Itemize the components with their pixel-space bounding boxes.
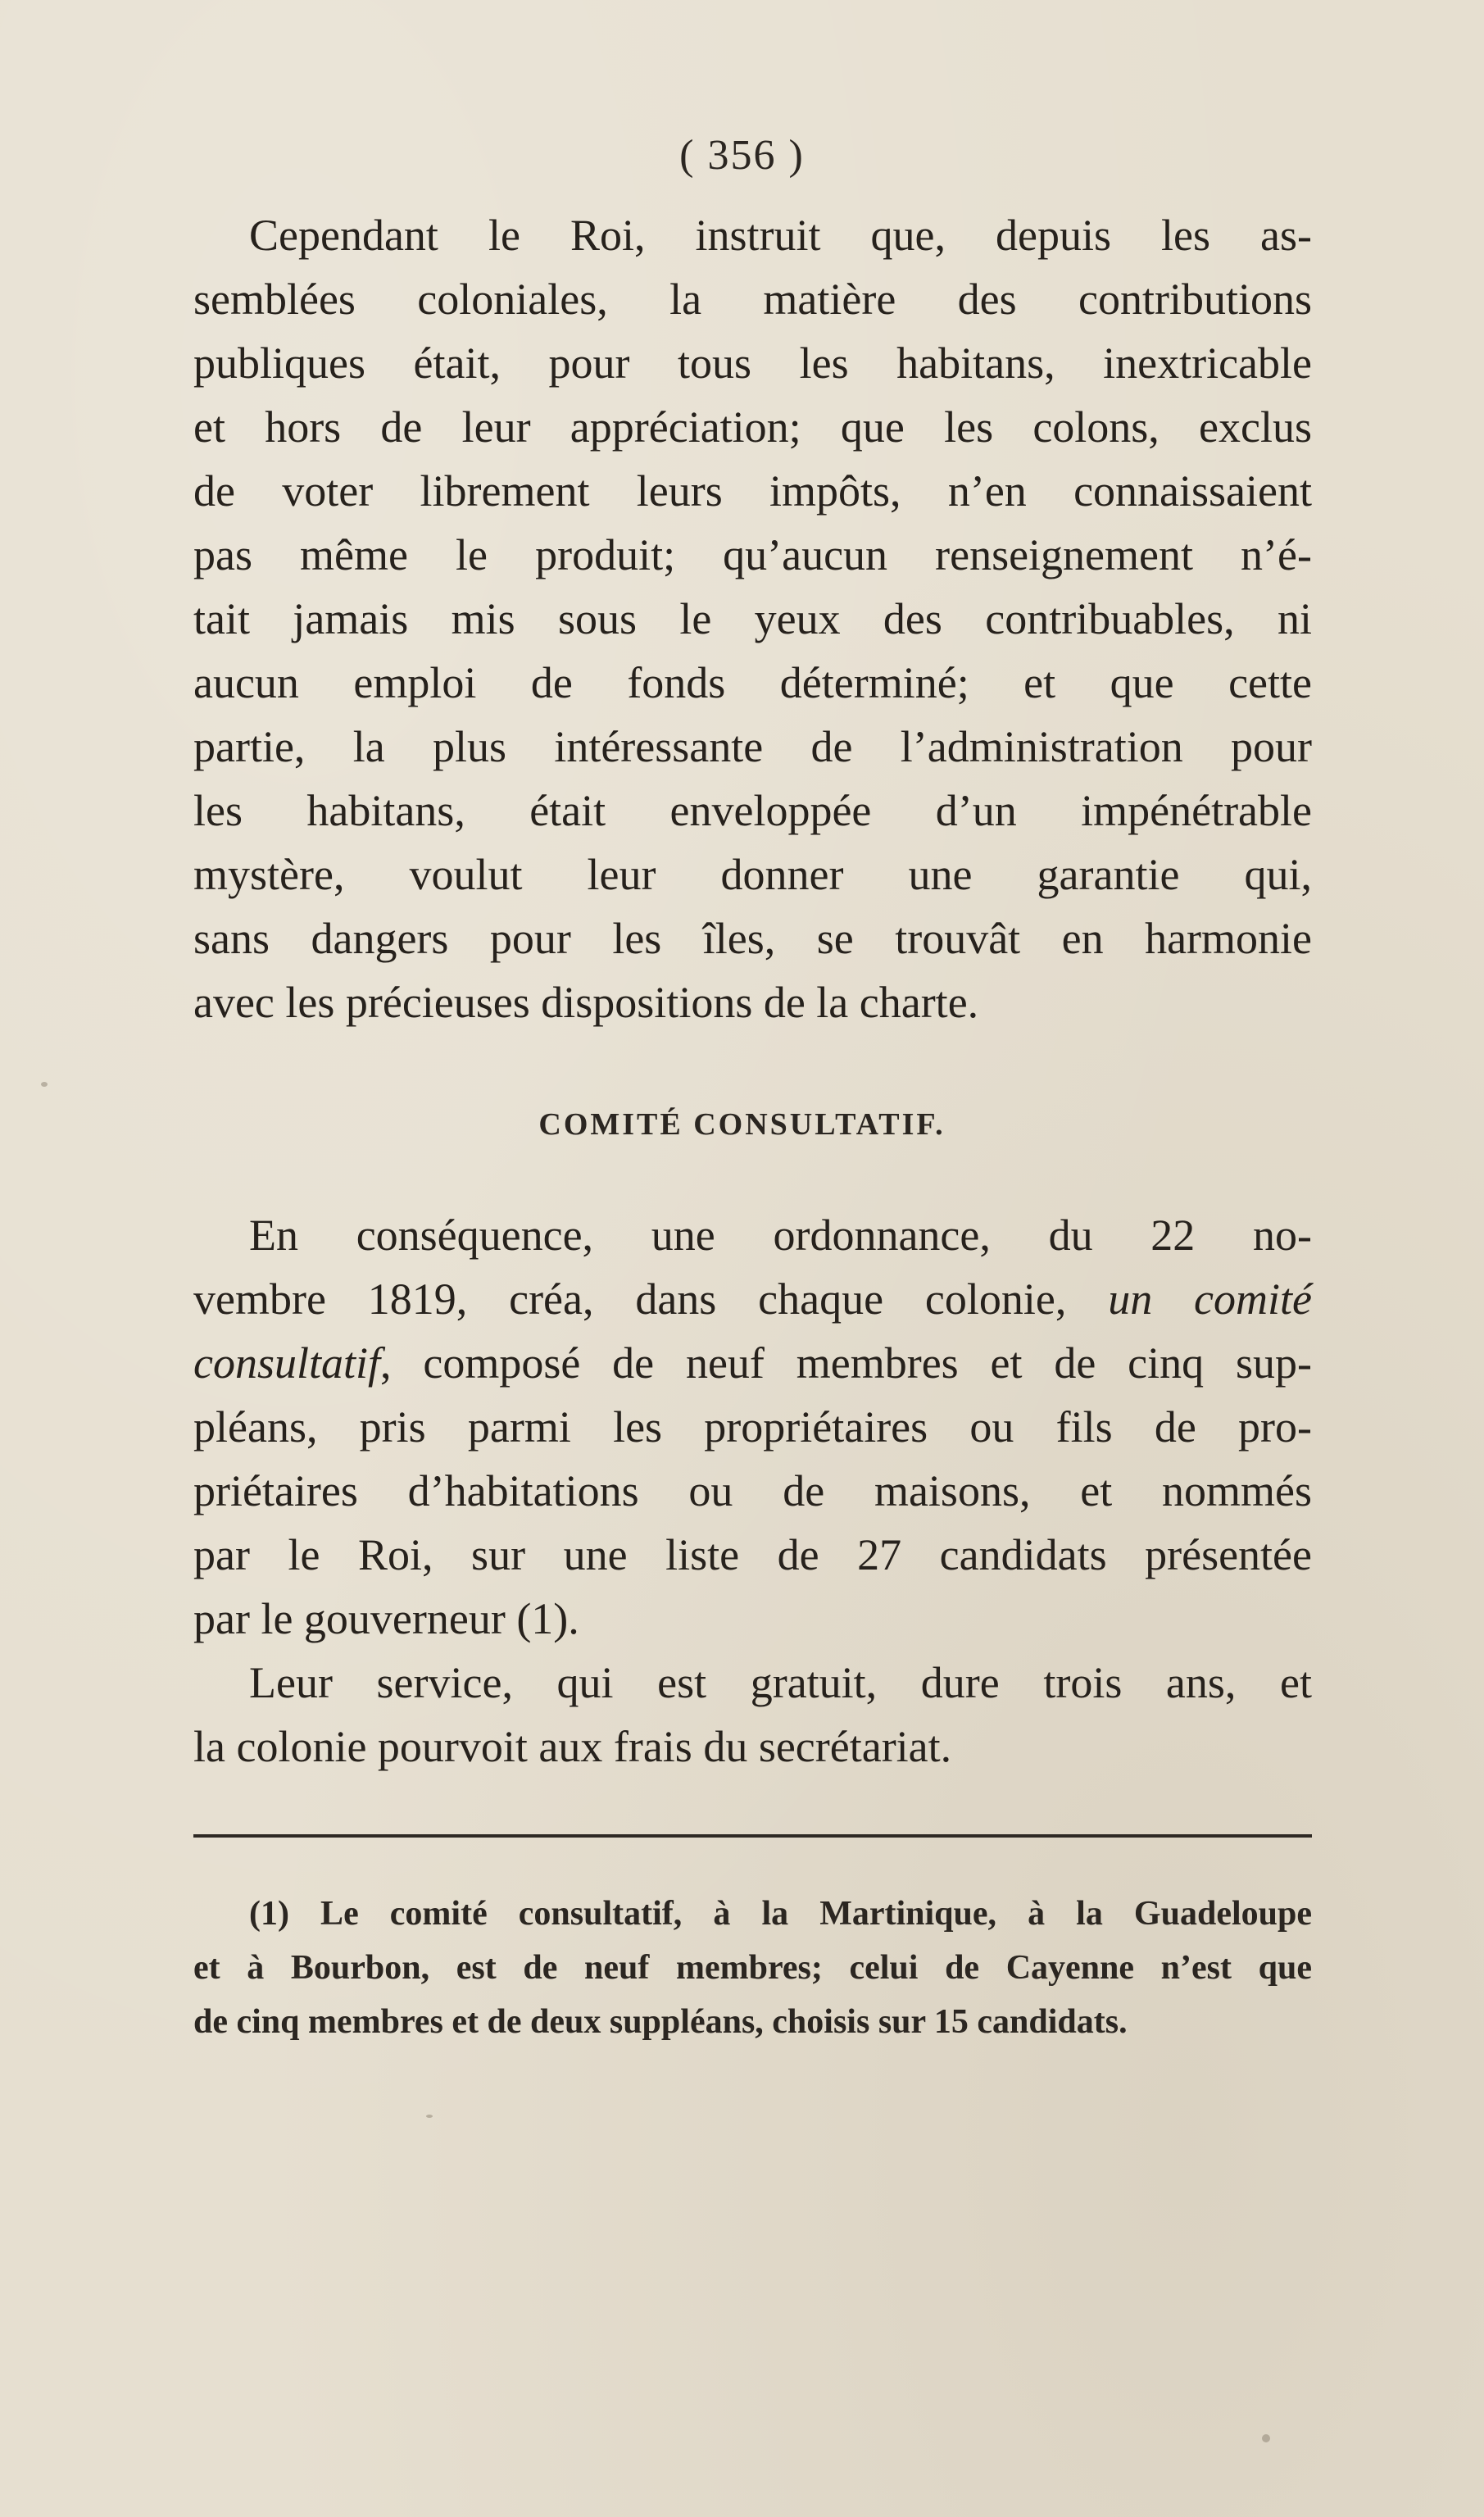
footnote-line: (1) Le comité consultatif, à la Martinique, à la Guadeloupe — [249, 1895, 1312, 1933]
text-line: semblées coloniales, la matière des contributions — [193, 275, 1312, 324]
section-heading: COMITÉ CONSULTATIF. — [538, 1107, 946, 1142]
paragraph-intro — [193, 203, 1312, 1034]
paper-speck — [426, 2115, 433, 2118]
paper-speck — [1262, 2434, 1270, 2442]
text-line: pas même le produit; qu’aucun renseignement n’é- — [193, 530, 1312, 579]
text-line — [193, 1267, 1312, 1331]
footnote-line: de cinq membres et de deux suppléans, choisis sur 15 candidats. — [193, 2003, 1128, 2041]
text-line: de voter librement leurs impôts, n’en connaissaient — [193, 466, 1312, 516]
text-line: la colonie pourvoit aux frais du secrétariat. — [193, 1722, 952, 1771]
text-line: pléans, pris parmi les propriétaires ou fils de pro- — [193, 1402, 1312, 1452]
text-line: par le gouverneur (1). — [193, 1594, 579, 1643]
text-line: Leur service, qui est gratuit, dure trois ans, et — [249, 1658, 1312, 1707]
text-line: publiques était, pour tous les habitans, inextricable — [193, 338, 1312, 388]
text-line: aucun emploi de fonds déterminé; et que cette — [193, 658, 1312, 707]
italic-term: un comité — [1108, 1274, 1312, 1324]
text-line: avec les précieuses dispositions de la charte. — [193, 978, 979, 1027]
text-line: sans dangers pour les îles, se trouvât en harmonie — [193, 914, 1312, 963]
text-segment: , composé de neuf membres et de cinq sup- — [380, 1338, 1312, 1388]
text-segment: vembre 1819, créa, dans chaque colonie, — [193, 1274, 1109, 1324]
text-line: mystère, voulut leur donner une garantie qui, — [193, 850, 1312, 899]
text-line: tait jamais mis sous le yeux des contribuables, ni — [193, 594, 1312, 643]
text-line: partie, la plus intéressante de l’administration pour — [193, 722, 1312, 771]
paper-speck — [41, 1082, 48, 1087]
text-line — [193, 1331, 1312, 1395]
text-line: les habitans, était enveloppée d’un impénétrable — [193, 786, 1312, 835]
text-line: priétaires d’habitations ou de maisons, et nommés — [193, 1466, 1312, 1515]
footnote-line: et à Bourbon, est de neuf membres; celui de Cayenne n’est que — [193, 1949, 1312, 1987]
text-line: par le Roi, sur une liste de 27 candidats présentée — [193, 1530, 1312, 1579]
text-line: et hors de leur appréciation; que les colons, exclus — [193, 402, 1312, 452]
text-line: Cependant le Roi, instruit que, depuis les as- — [249, 211, 1312, 260]
paragraph-ordonnance — [193, 1203, 1312, 1779]
page-number: ( 356 ) — [679, 132, 805, 179]
text-line: En conséquence, une ordonnance, du 22 no- — [249, 1211, 1312, 1260]
italic-term: consultatif — [193, 1338, 380, 1388]
footnote — [193, 1887, 1312, 2049]
footnote-divider — [193, 1834, 1312, 1838]
